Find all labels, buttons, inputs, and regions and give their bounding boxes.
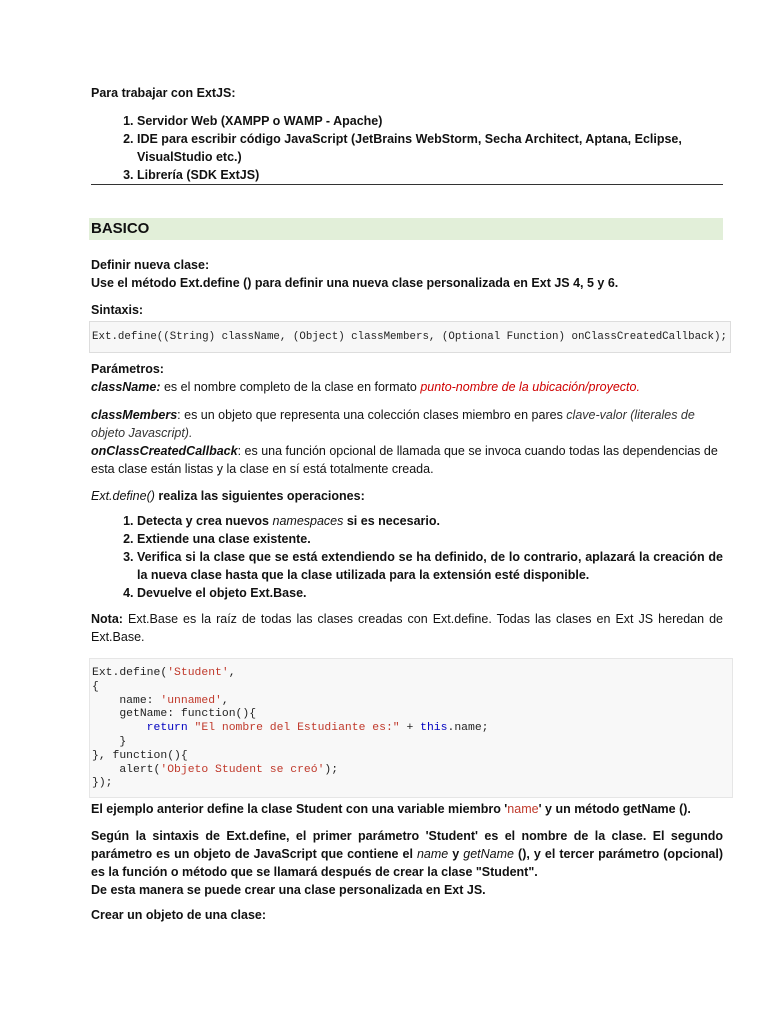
param-classname (91, 378, 723, 396)
define-text: Use el método Ext.define () para definir una nueva clase personalizada en Ext JS 4, 5 y 6. (91, 276, 619, 290)
operations-intro (91, 487, 365, 505)
list-item: 3. Librería (SDK ExtJS) (137, 166, 723, 184)
operations-list (91, 512, 723, 602)
list-item: 1. Servidor Web (XAMPP o WAMP - Apache) (137, 112, 723, 130)
param-desc: : es una función opcional de llamada que se invoca cuando todas las dependencias de esta clase están listas y la clase en sí está totalmente creada. (91, 444, 718, 476)
param-desc: es el nombre completo de la clase en formato (160, 380, 421, 394)
params-heading: Parámetros: (91, 362, 164, 376)
list-item: 4. Devuelve el objeto Ext.Base. (137, 584, 723, 602)
param-term: classMembers (91, 408, 178, 422)
param-classmembers (91, 406, 723, 442)
syntax-explanation: Según la sintaxis de Ext.define, el primer parámetro 'Student' es el nombre de la clase. El segundo parámetro es un objeto de JavaScript que contiene el name y getName (), y el tercer parámetro (opcional) es la función o método que se llamará después de crear la clase "Student". De esta manera se puede crear una clase personalizada en Ext JS. (91, 829, 723, 897)
note-label: Nota: (91, 612, 123, 626)
list-item: 1. Detecta y crea nuevos namespaces si es necesario. (137, 512, 723, 530)
list-item: 2. IDE para escribir código JavaScript (JetBrains WebStorm, Secha Architect, Aptana, Eclipse, VisualStudio etc.) (137, 130, 723, 166)
define-heading: Definir nueva clase: (91, 258, 210, 272)
horizontal-rule (91, 184, 723, 185)
list-item: 2. Extiende una clase existente. (137, 530, 723, 548)
param-highlight: punto-nombre de la ubicación/proyecto. (420, 380, 640, 394)
code-example-block: Ext.define('Student', { name: 'unnamed', getName: function(){ return "El nombre del Estudiante es:" + this.name; } }, function(){ alert('Objeto Student se creó'); }); (89, 658, 733, 798)
create-object-heading: Crear un objeto de una clase: (91, 908, 267, 922)
section-title: BASICO (91, 220, 150, 237)
param-highlight: clave-valor (literales de objeto Javascript). (91, 408, 695, 440)
param-term: onClassCreatedCallback (91, 444, 238, 458)
syntax-heading: Sintaxis: (91, 303, 144, 317)
note-text: Ext.Base es la raíz de todas las clases creadas con Ext.define. Todas las clases en Ext JS heredan de Ext.Base. (91, 612, 723, 644)
list-item: 3. Verifica si la clase que se está extendiendo se ha definido, de lo contrario, aplazará la creación de la nueva clase hasta que la clase utilizada para la extensión esté disponible. (137, 548, 723, 584)
param-desc: : es un objeto que representa una colección clases miembro en pares (177, 408, 567, 422)
operations-term: Ext.define() (91, 489, 155, 503)
section-header (89, 218, 723, 240)
example-description: El ejemplo anterior define la clase Student con una variable miembro 'name' y un método getName (). (91, 802, 691, 816)
syntax-code-block: Ext.define((String) className, (Object) classMembers, (Optional Function) onClassCreatedCallback); (89, 321, 731, 353)
note-paragraph (91, 610, 723, 646)
requirements-list (91, 112, 723, 184)
intro-text: Para trabajar con ExtJS: (91, 86, 236, 100)
param-callback (91, 442, 723, 478)
param-term: className: (91, 380, 161, 394)
operations-intro-text: realiza las siguientes operaciones: (154, 489, 365, 503)
